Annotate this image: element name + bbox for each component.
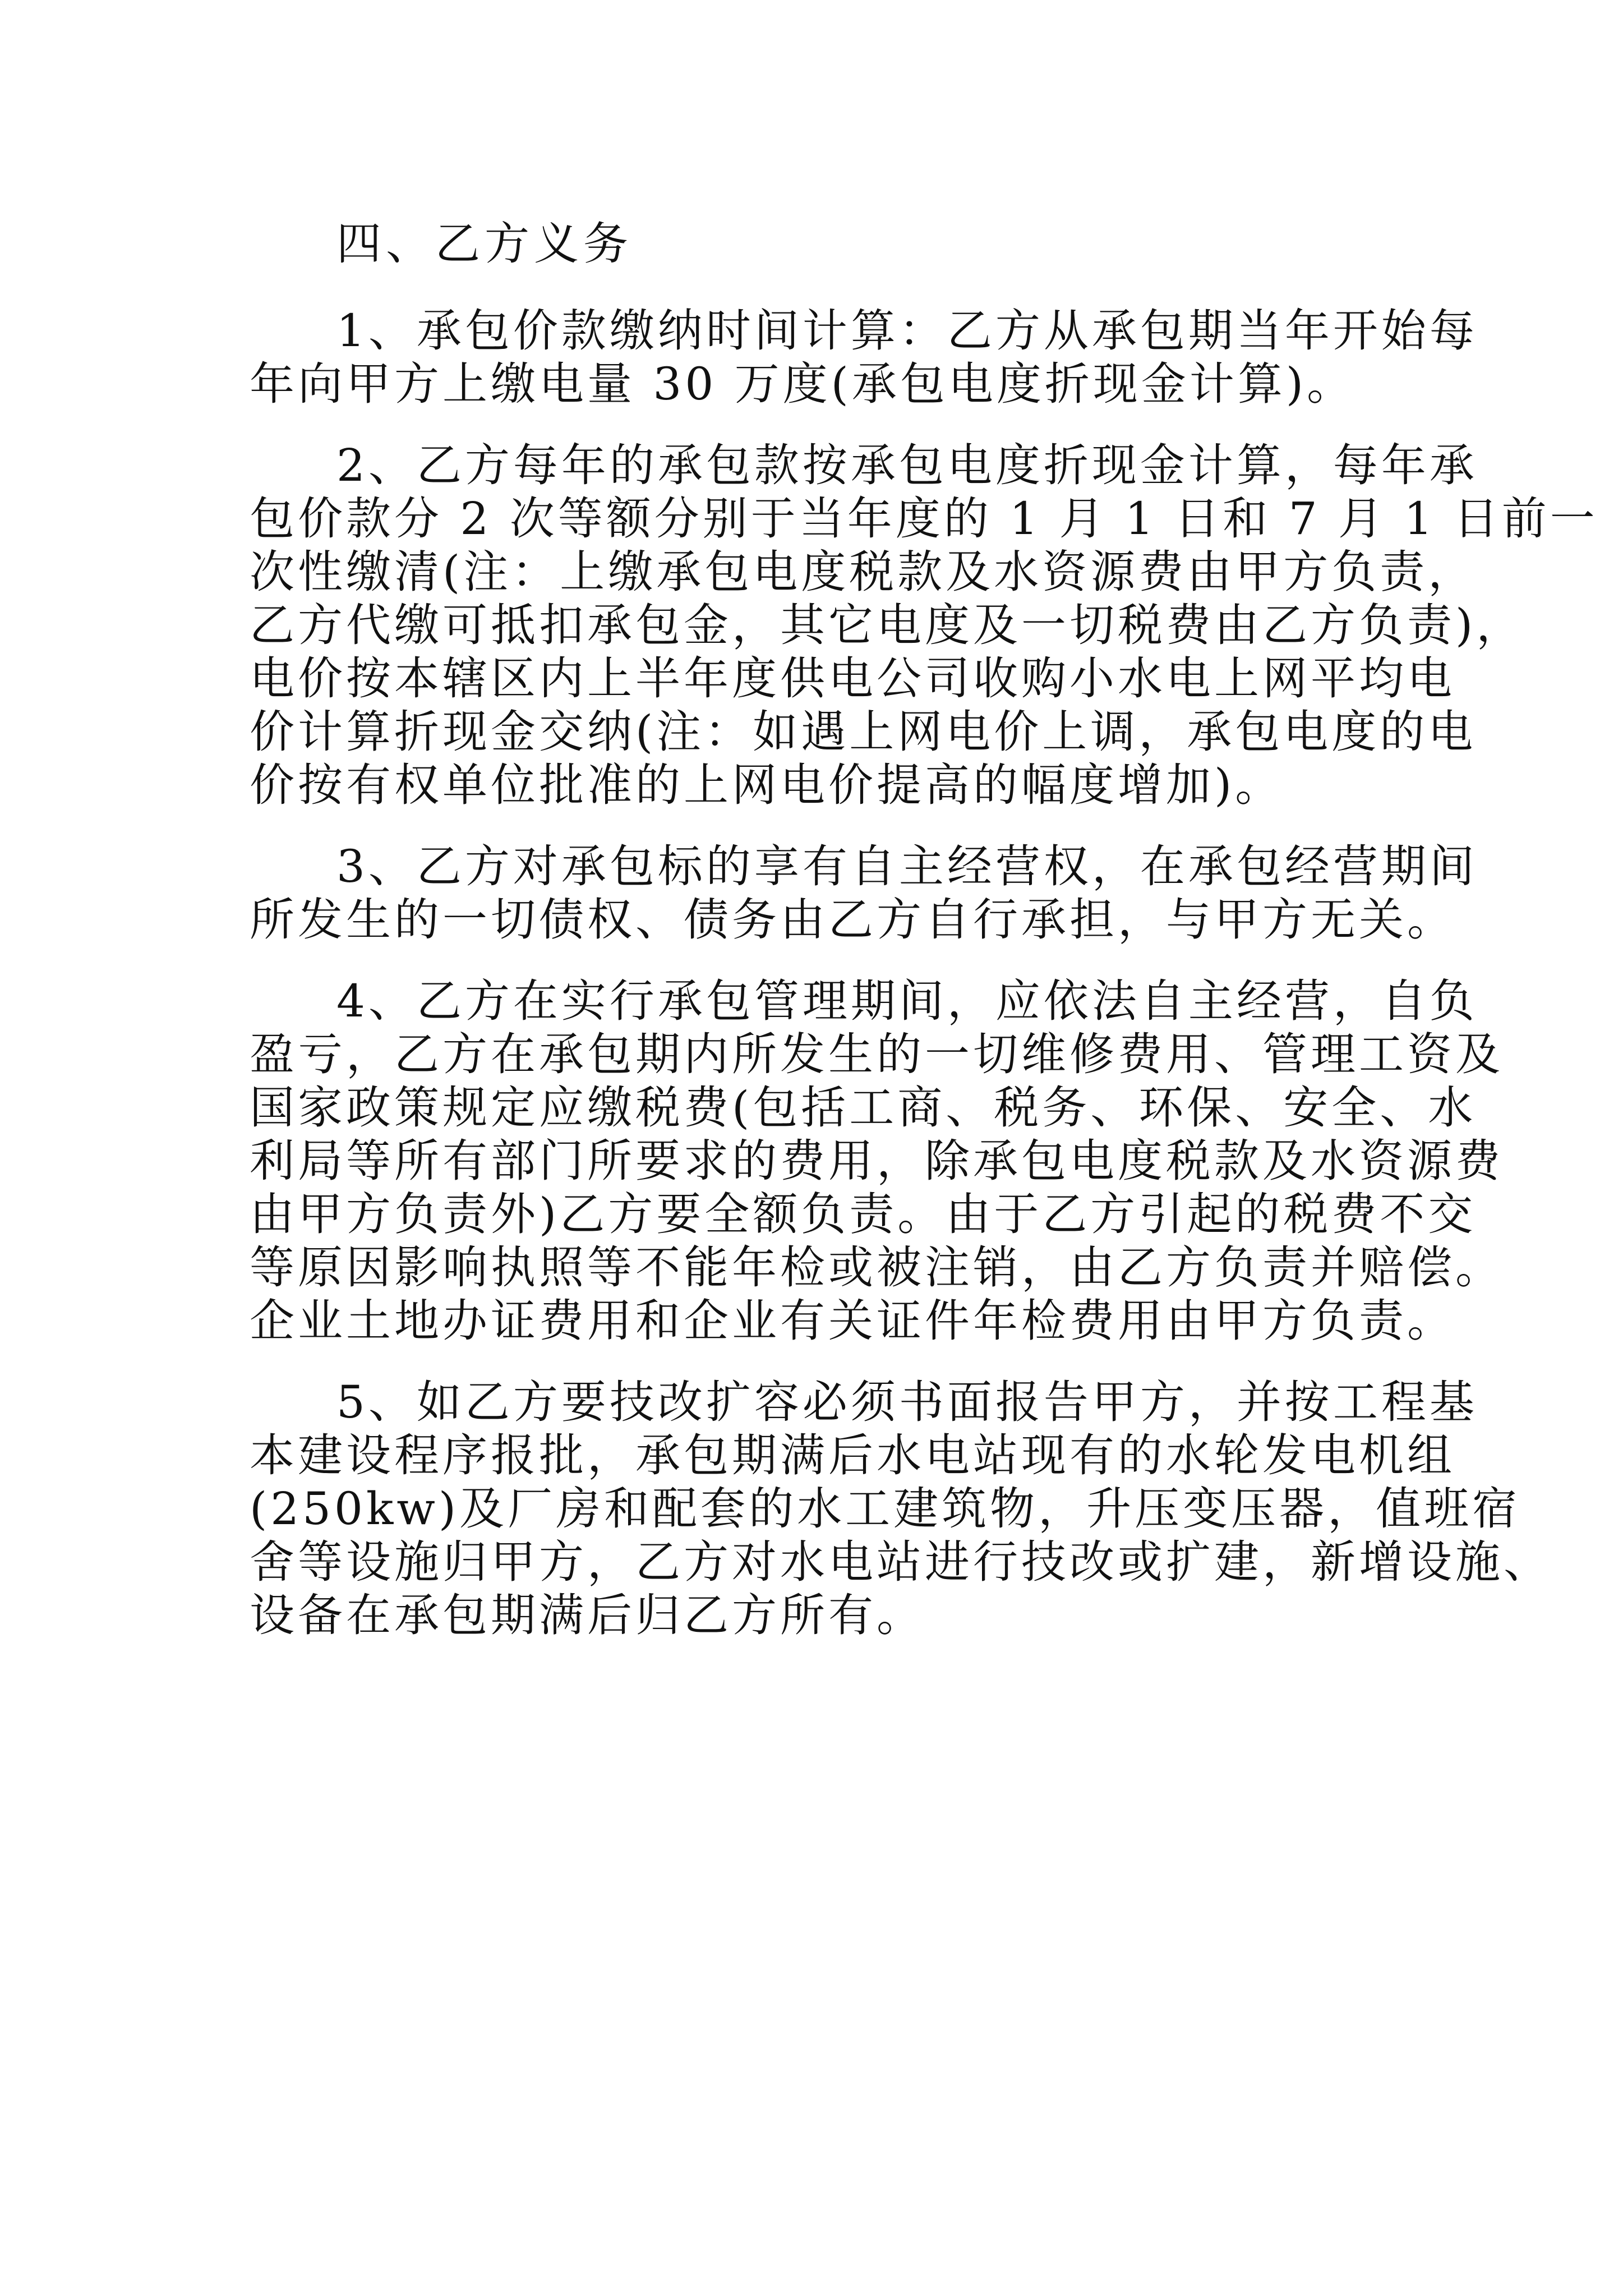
paragraph-3-line-2: 所发生的一切债权、债务由乙方自行承担，与甲方无关。 [250, 894, 1455, 946]
paragraph-5-line-2: 本建设程序报批，承包期满后水电站现有的水轮发电机组 [250, 1429, 1455, 1481]
paragraph-2-line-1: 2、乙方每年的承包款按承包电度折现金计算，每年承 [336, 439, 1478, 491]
paragraph-4-line-6: 等原因影响执照等不能年检或被注销，由乙方负责并赔偿。 [250, 1241, 1504, 1294]
paragraph-2-line-2: 包价款分 2 次等额分别于当年度的 1 月 1 日和 7 月 1 日前一 [250, 493, 1598, 545]
paragraph-1-line-1: 1、承包价款缴纳时间计算：乙方从承包期当年开始每 [336, 305, 1478, 357]
paragraph-2-line-6: 价计算折现金交纳(注：如遇上网电价上调，承包电度的电 [250, 706, 1477, 758]
paragraph-2-line-5: 电价按本辖区内上半年度供电公司收购小水电上网平均电 [250, 652, 1455, 705]
paragraph-4-line-3: 国家政策规定应缴税费(包括工商、税务、环保、安全、水 [250, 1082, 1477, 1134]
paragraph-5-line-1: 5、如乙方要技改扩容必须书面报告甲方，并按工程基 [336, 1376, 1478, 1428]
paragraph-4-line-2: 盈亏，乙方在承包期内所发生的一切维修费用、管理工资及 [250, 1028, 1504, 1080]
paragraph-4-line-1: 4、乙方在实行承包管理期间，应依法自主经营，自负 [336, 975, 1478, 1027]
paragraph-4-line-7: 企业土地办证费用和企业有关证件年检费用由甲方负责。 [250, 1295, 1455, 1347]
paragraph-2-line-3: 次性缴清(注：上缴承包电度税款及水资源费由甲方负责， [250, 546, 1477, 598]
paragraph-5-line-5: 设备在承包期满后归乙方所有。 [250, 1589, 925, 1641]
section-heading: 四、乙方义务 [336, 218, 633, 270]
paragraph-1-line-2: 年向甲方上缴电量 30 万度(承包电度折现金计算)。 [250, 358, 1355, 410]
paragraph-4-line-5: 由甲方负责外)乙方要全额负责。由于乙方引起的税费不交 [250, 1188, 1477, 1240]
paragraph-2-line-7: 价按有权单位批准的上网电价提高的幅度增加)。 [250, 759, 1284, 811]
paragraph-4-line-4: 利局等所有部门所要求的费用，除承包电度税款及水资源费 [250, 1135, 1504, 1187]
paragraph-3-line-1: 3、乙方对承包标的享有自主经营权，在承包经营期间 [336, 840, 1478, 892]
paragraph-5-line-4: 舍等设施归甲方，乙方对水电站进行技改或扩建，新增设施、 [250, 1536, 1552, 1588]
paragraph-2-line-4: 乙方代缴可抵扣承包金，其它电度及一切税费由乙方负责)， [250, 599, 1525, 651]
paragraph-5-line-3: (250kw)及厂房和配套的水工建筑物，升压变压器，值班宿 [250, 1483, 1521, 1535]
